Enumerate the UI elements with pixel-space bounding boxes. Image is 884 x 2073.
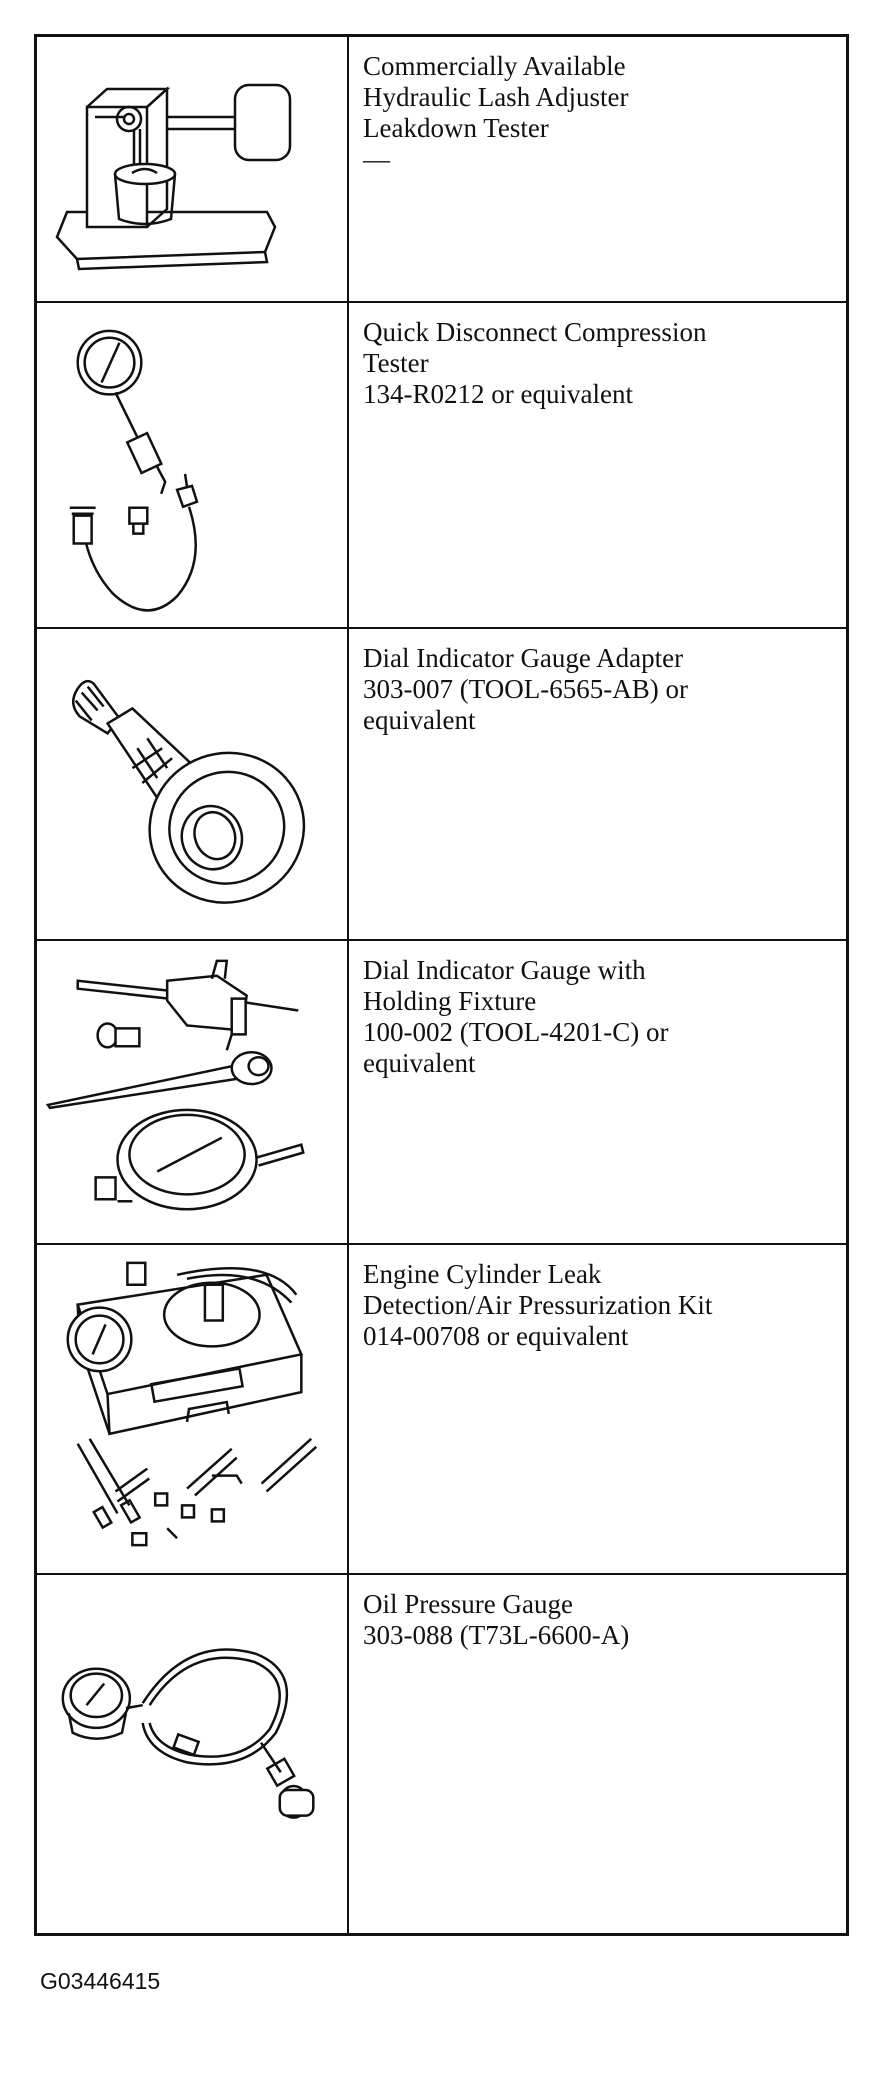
figure-id: G03446415 bbox=[40, 1968, 161, 1994]
hydraulic-lash-adjuster-leakdown-tester-icon bbox=[37, 37, 347, 301]
table-row bbox=[37, 1243, 846, 1573]
special-tools-table bbox=[34, 34, 849, 1936]
table-row bbox=[37, 37, 846, 301]
tool-description: Oil Pressure Gauge 303-088 (T73L-6600-A) bbox=[363, 1589, 630, 1650]
tool-description: Dial Indicator Gauge Adapter 303-007 (TOOL-6565-AB) or equivalent bbox=[363, 643, 688, 735]
dial-indicator-gauge-adapter-icon bbox=[37, 629, 347, 939]
table-row bbox=[37, 1573, 846, 1933]
tool-description: Commercially Available Hydraulic Lash Adjuster Leakdown Tester — bbox=[363, 51, 629, 174]
tool-description: Quick Disconnect Compression Tester 134-R0212 or equivalent bbox=[363, 317, 707, 409]
table-row bbox=[37, 301, 846, 627]
dial-indicator-gauge-holding-fixture-icon bbox=[37, 941, 347, 1243]
tool-description: Dial Indicator Gauge with Holding Fixture 100-002 (TOOL-4201-C) or equivalent bbox=[363, 955, 669, 1078]
compression-tester-icon bbox=[37, 303, 347, 627]
tool-description: Engine Cylinder Leak Detection/Air Pressurization Kit 014-00708 or equivalent bbox=[363, 1259, 713, 1351]
leak-detection-kit-icon bbox=[37, 1245, 347, 1573]
oil-pressure-gauge-icon bbox=[37, 1575, 347, 1933]
table-row bbox=[37, 627, 846, 939]
table-row bbox=[37, 939, 846, 1243]
